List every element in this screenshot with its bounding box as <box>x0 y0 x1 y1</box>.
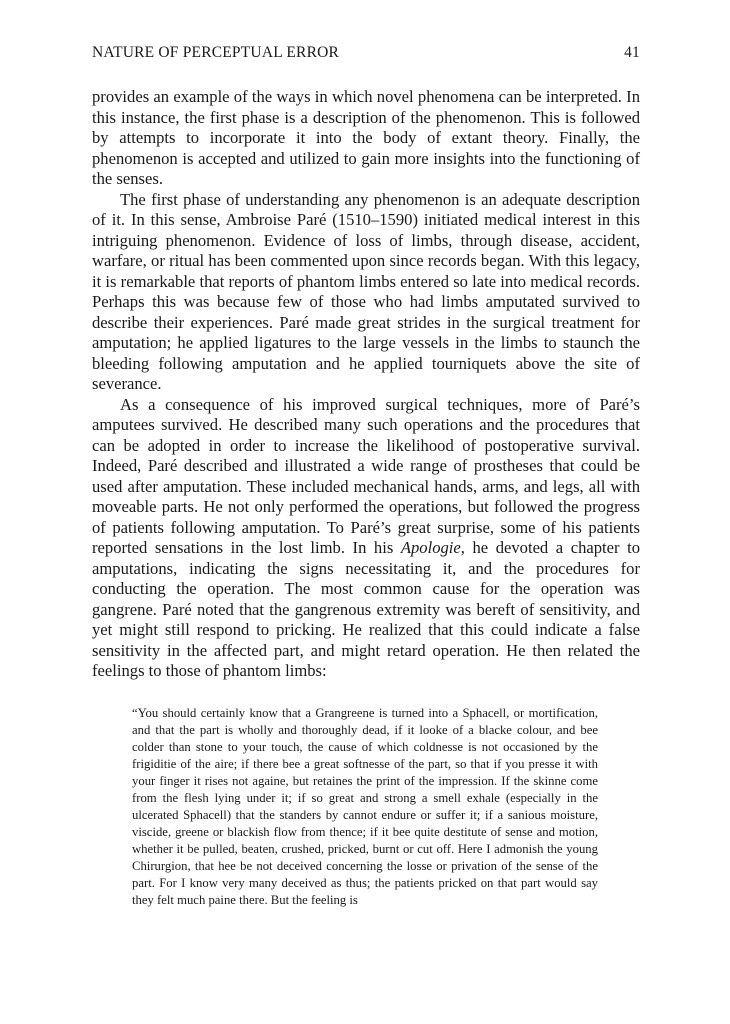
block-quote: “You should certainly know that a Grangreene is turned into a Sphacell, or mortification, and that the part is wholly and thoroughly dead, if it looke of a blacke colour, and bee colder than stone to your touch, the cause of which coldnesse is not occasioned by the frigiditie of the aire; if there bee a great softnesse of the part, so that if you presse it with your finger it rises not againe, but retaines the print of the impression. If the skinne come from the flesh lying under it; if so great and strong a smell exhale (especially in the ulcerated Sphacell) that the standers by cannot endure or suffer it; if a sanious moisture, viscide, greene or blackish flow from thence; if it bee quite destitute of sense and motion, whether it be pulled, beaten, crushed, pricked, burnt or cut off. Here I admonish the young Chirurgion, that hee be not deceived concerning the losse or privation of the sense of the part. For I know very many deceived as thus; the patients pricked on that part would say they felt much paine there. But the feeling is <box>132 705 598 907</box>
page-number: 41 <box>624 44 640 61</box>
chapter-title: NATURE OF PERCEPTUAL ERROR <box>92 44 340 61</box>
paragraph-1: provides an example of the ways in which novel phenomena can be interpreted. In this instance, the first phase is a description of the phenomenon. This is followed by attempts to incorporate it into the body of extant theory. Finally, the phenomenon is accepted and utilized to gain more insights into the functioning of the senses. <box>92 87 640 188</box>
apologie-title: Apologie <box>400 538 461 557</box>
paragraph-2: The first phase of understanding any phenomenon is an adequate description of it. In this sense, Ambroise Paré (1510–1590) initiated medical interest in this intriguing phenomenon. Evidence of loss of limbs, through disease, accident, warfare, or ritual has been commented upon since records began. With this legacy, it is remarkable that reports of phantom limbs entered so late into medical records. Perhaps this was because few of those who had limbs amputated survived to describe their experiences. Paré made great strides in the surgical treatment for amputation; he applied ligatures to the large vessels in the limbs to staunch the bleeding following amputation and he applied tourniquets above the site of severance. <box>92 189 640 393</box>
paragraph-3-text-b: , he devoted a chapter to amputations, indicating the signs necessitating it, and the procedures for conducting the operation. The most common cause for the operation was gangrene. Paré noted that the gangrenous extremity was bereft of sensitivity, and yet might still respond to pricking. He realized that this could indicate a false sensitivity in the affected part, and might retard operation. He then related the feelings to those of phantom limbs: <box>92 538 640 680</box>
paragraph-3-text-a: As a consequence of his improved surgical techniques, more of Paré’s amputees survived. He described many such operations and the procedures that can be adopted in order to increase the likelihood of postoperative survival. Indeed, Paré described and illustrated a wide range of prostheses that could be used after amputation. These included mechanical hands, arms, and legs, all with moveable parts. He not only performed the operations, but followed the progress of patients following amputation. To Paré’s great surprise, some of his patients reported sensations in the lost limb. In his <box>92 394 640 557</box>
body-text <box>92 87 640 682</box>
paragraph-3 <box>92 395 640 682</box>
running-head <box>92 44 640 62</box>
book-page <box>92 44 640 909</box>
